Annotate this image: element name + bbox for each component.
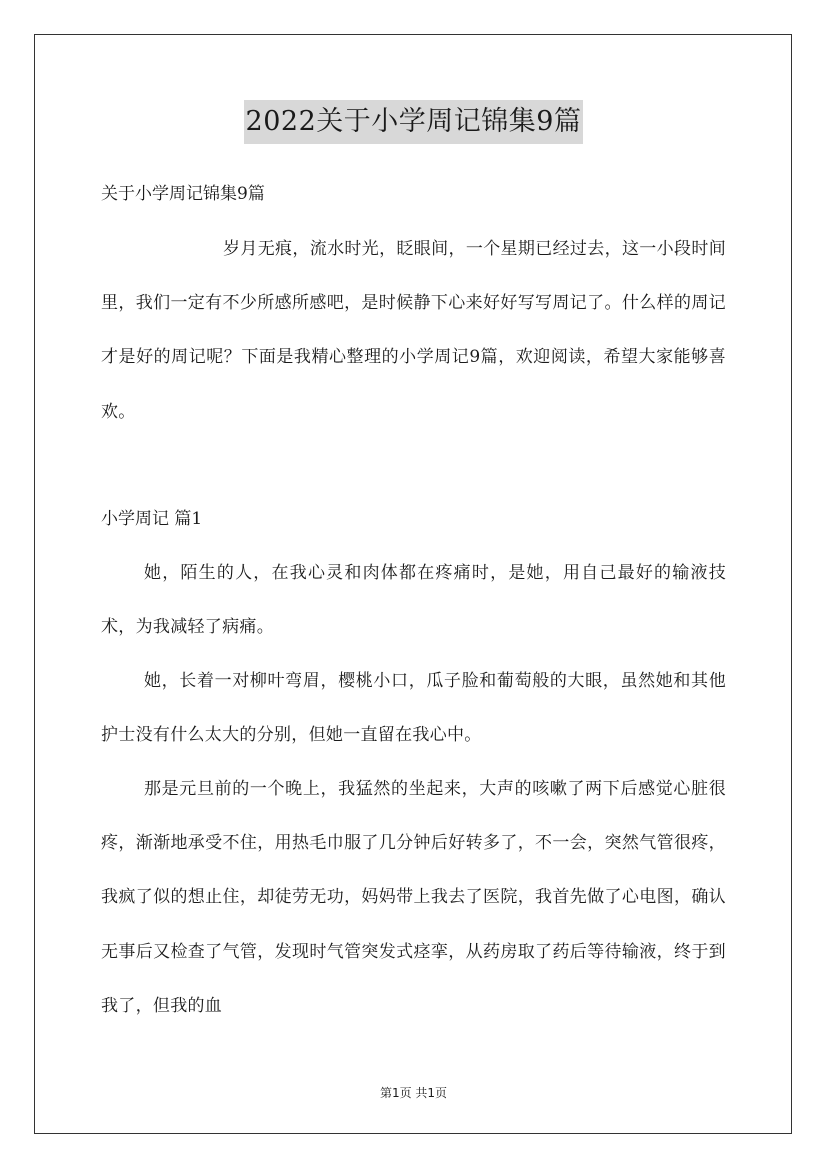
document-subtitle: 关于小学周记锦集9篇 [101,184,265,204]
body-paragraph-1: 她，陌生的人，在我心灵和肉体都在疼痛时，是她，用自己最好的输液技术，为我减轻了病痛。 [101,563,726,638]
page-footer: 第1页 共1页 [379,1086,448,1100]
body-paragraph-2: 她，长着一对柳叶弯眉，樱桃小口，瓜子脸和葡萄般的大眼，虽然她和其他护士没有什么太大的分别，但她一直留在我心中。 [101,671,726,746]
document-title: 2022关于小学周记锦集9篇 [244,100,584,144]
body-paragraph-3: 那是元旦前的一个晚上，我猛然的坐起来，大声的咳嗽了两下后感觉心脏很疼，渐渐地承受不住，用热毛巾服了几分钟后好转多了，不一会，突然气管很疼，我疯了似的想止住，却徒劳无功，妈妈带上我去了医院，我首先做了心电图，确认无事后又检查了气管，发现时气管突发式痉挛，从药房取了药后等待输液，终于到我了，但我的血 [101,779,726,1016]
document-title-container [0,100,827,144]
section-heading: 小学周记 篇1 [101,509,203,529]
intro-paragraph: 岁月无痕，流水时光，眨眼间，一个星期已经过去，这一小段时间里，我们一定有不少所感所感吧，是时候静下心来好好写写周记了。什么样的周记才是好的周记呢？下面是我精心整理的小学周记9篇，欢迎阅读，希望大家能够喜欢。 [101,239,726,422]
